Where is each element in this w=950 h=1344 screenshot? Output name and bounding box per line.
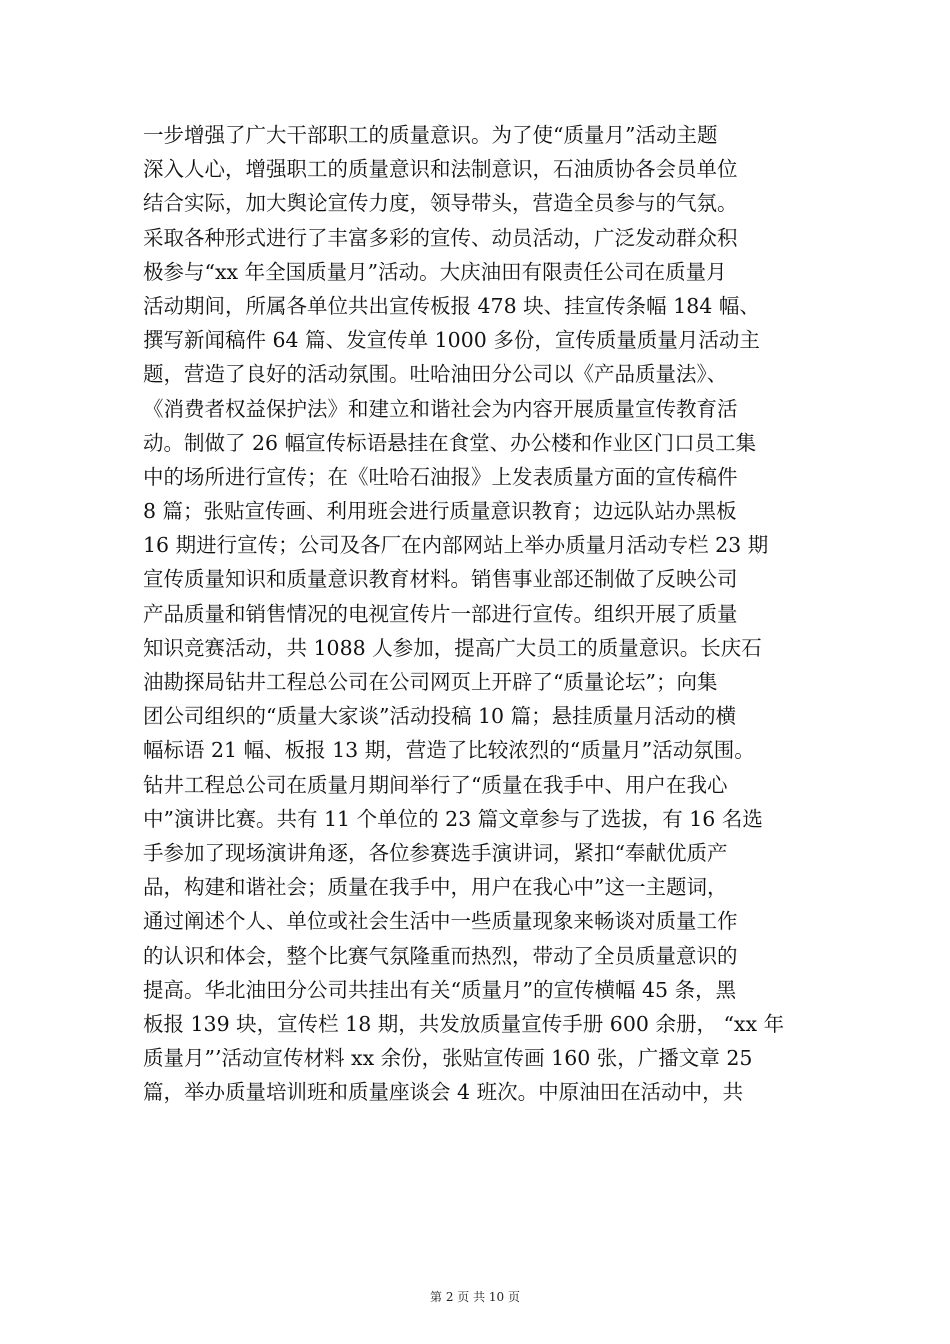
- text-line: 团公司组织的“质量大家谈”活动投稿 10 篇；悬挂质量月活动的横: [143, 704, 737, 729]
- text-line: 质量月”’活动宣传材料 xx 余份，张贴宣传画 160 张，广播文章 25: [143, 1046, 753, 1071]
- text-line: 8 篇；张贴宣传画、利用班会进行质量意识教育；边远队站办黑板: [143, 499, 737, 524]
- text-line: 动。制做了 26 幅宣传标语悬挂在食堂、办公楼和作业区门口员工集: [143, 430, 757, 455]
- text-line: 16 期进行宣传；公司及各厂在内部网站上举办质量月活动专栏 23 期: [143, 533, 769, 558]
- text-line: 知识竞赛活动，共 1088 人参加，提高广大员工的质量意识。长庆石: [143, 635, 762, 660]
- text-line: 提高。华北油田分公司共挂出有关“质量月”的宣传横幅 45 条，黑: [143, 977, 737, 1002]
- text-line: 油勘探局钻井工程总公司在公司网页上开辟了“质量论坛”；向集: [143, 670, 718, 694]
- body-text: [143, 118, 815, 1109]
- text-line: 题，营造了良好的活动氛围。吐哈油田分公司以《产品质量法》、: [143, 362, 728, 387]
- text-line: 宣传质量知识和质量意识教育材料。销售事业部还制做了反映公司: [143, 567, 738, 592]
- text-line: 钻井工程总公司在质量月期间举行了“质量在我手中、用户在我心: [143, 772, 728, 797]
- text-line: 通过阐述个人、单位或社会生活中一些质量现象来畅谈对质量工作: [143, 909, 738, 934]
- text-line: 《消费者权益保护法》和建立和谐社会为内容开展质量宣传教育活: [143, 396, 738, 421]
- text-line: 篇，举办质量培训班和质量座谈会 4 班次。中原油田在活动中，共: [143, 1080, 744, 1105]
- text-line: 一步增强了广大干部职工的质量意识。为了使“质量月”活动主题: [143, 123, 718, 147]
- text-line: 产品质量和销售情况的电视宣传片一部进行宣传。组织开展了质量: [143, 601, 738, 626]
- text-line: 深入人心，增强职工的质量意识和法制意识，石油质协各会员单位: [143, 157, 738, 182]
- text-line: 中的场所进行宣传；在《吐哈石油报》上发表质量方面的宣传稿件: [143, 464, 738, 489]
- text-line: 手参加了现场演讲角逐，各位参赛选手演讲词，紧扣“奉献优质产: [143, 840, 728, 865]
- text-line: 活动期间，所属各单位共出宣传板报 478 块、挂宣传条幅 184 幅、: [143, 293, 760, 318]
- text-line: 幅标语 21 幅、板报 13 期，营造了比较浓烈的“质量月”活动氛围。: [143, 738, 755, 763]
- text-line: 结合实际，加大舆论宣传力度，领导带头，营造全员参与的气氛。: [143, 191, 738, 216]
- text-line: 板报 139 块，宣传栏 18 期，共发放质量宣传手册 600 余册， “xx 年: [143, 1011, 785, 1036]
- text-line: 的认识和体会，整个比赛气氛隆重而热烈，带动了全员质量意识的: [143, 943, 738, 968]
- text-line: 采取各种形式进行了丰富多彩的宣传、动员活动，广泛发动群众积: [143, 225, 738, 250]
- text-line: 撰写新闻稿件 64 篇、发宣传单 1000 多份，宣传质量质量月活动主: [143, 328, 760, 353]
- text-line: 中”演讲比赛。共有 11 个单位的 23 篇文章参与了选拔，有 16 名选: [143, 806, 763, 831]
- page-number-footer: 第 2 页 共 10 页: [430, 1290, 520, 1304]
- text-line: 极参与“xx 年全国质量月”活动。大庆油田有限责任公司在质量月: [143, 259, 727, 284]
- text-line: 品，构建和谐社会；质量在我手中，用户在我心中”这一主题词，: [143, 875, 728, 900]
